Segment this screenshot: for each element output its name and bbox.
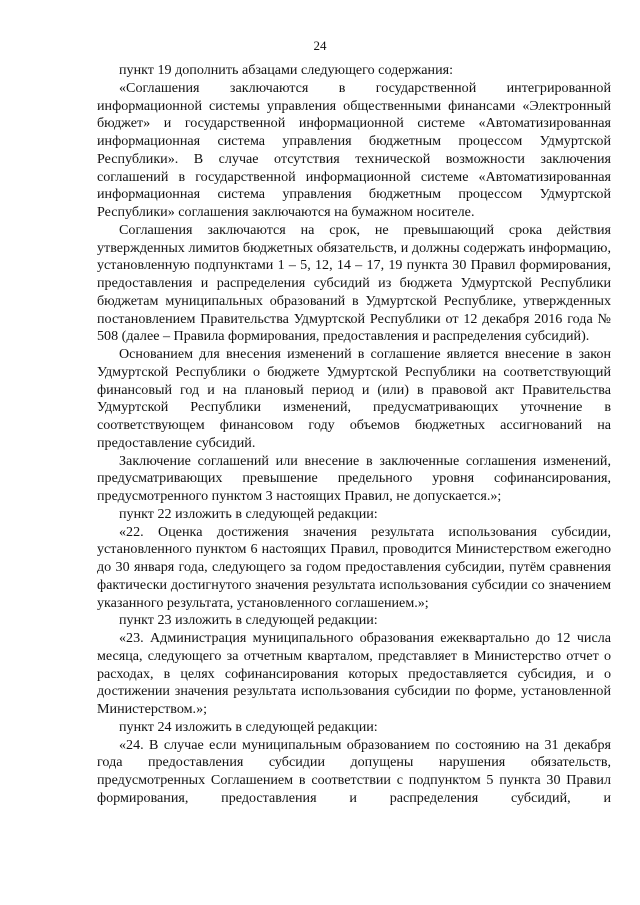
amendment-instruction-item-19: пункт 19 дополнить абзацами следующего содержания: (119, 62, 454, 78)
paragraph-item-23: «23. Администрация муниципального образования ежеквартально до 12 числа месяца, следующего за отчетным кварталом, представляет в Министерство отчет о расходах, в целях софинансирования которых предоставляется субсидия, и о достижении значения результата использования субсидии по форме, установленной Министерством.»; (97, 630, 611, 717)
paragraph-item-22: «22. Оценка достижения значения результата использования субсидии, установленного пунктом 6 настоящих Правил, проводится Министерством ежегодно до 30 января года, следующего за годом предоставления субсидии, путём сравнения фактически достигнутого значения результата использования субсидии со значением указанного результата, установленного соглашением.»; (97, 523, 611, 611)
paragraph-item-24: «24. В случае если муниципальным образованием по состоянию на 31 декабря года предоставления субсидии допущены нарушения обязательств, предусмотренных Соглашением в соответствии с подпунктом 5 пункта 30 Правил формирования, предоставления и распределения субсидий, и (97, 736, 611, 806)
paragraph-cofinancing-limit: Заключение соглашений или внесение в заключенные соглашения изменений, предусматривающих превышение предельного уровня софинансирования, предусмотренного пунктом 3 настоящих Правил, не допускается.»; (97, 452, 611, 504)
amendment-instruction-item-23: пункт 23 изложить в следующей редакции: (119, 612, 378, 629)
page-number: 24 (313, 38, 327, 53)
amendment-instruction-item-24: пункт 24 изложить в следующей редакции: (119, 718, 378, 735)
document-body (97, 62, 611, 808)
paragraph-agreements-term: Соглашения заключаются на срок, не превышающий срока действия утвержденных лимитов бюджетных обязательств, и должны содержать информацию, установленную подпунктами 1 – 5, 12, 14 – 17, 19 пункта 30 Правил формирования, предоставления и распределения субсидий из бюджета Удмуртской Республики бюджетам муниципальных образований в Удмуртской Республике, утвержденных постановлением Правительства Удмуртской Республики от 12 декабря 2016 года № 508 (далее – Правила формирования, предоставления и распределения субсидий). (97, 221, 611, 345)
paragraph-amendment-grounds: Основанием для внесения изменений в соглашение является внесение в закон Удмуртской Республики о бюджете Удмуртской Республики на соответствующий финансовый год и на плановый период и (или) в правовой акт Правительства Удмуртской Республики изменений, предусматривающих уточнение в соответствующем финансовом году объемов бюджетных ассигнований на предоставление субсидий. (97, 346, 611, 451)
amendment-instruction-item-22: пункт 22 изложить в следующей редакции: (119, 505, 378, 522)
paragraph-agreements-systems: «Соглашения заключаются в государственной интегрированной информационной системы управления общественными финансами «Электронный бюджет» и государственной информационной системе «Автоматизированная информационная система управления бюджетным процессом Удмуртской Республики». В случае отсутствия технической возможности заключения соглашений в государственной информационной системе «Автоматизированная информационная система управления бюджетным процессом Удмуртской Республики» соглашения заключаются на бумажном носителе. (97, 79, 611, 220)
